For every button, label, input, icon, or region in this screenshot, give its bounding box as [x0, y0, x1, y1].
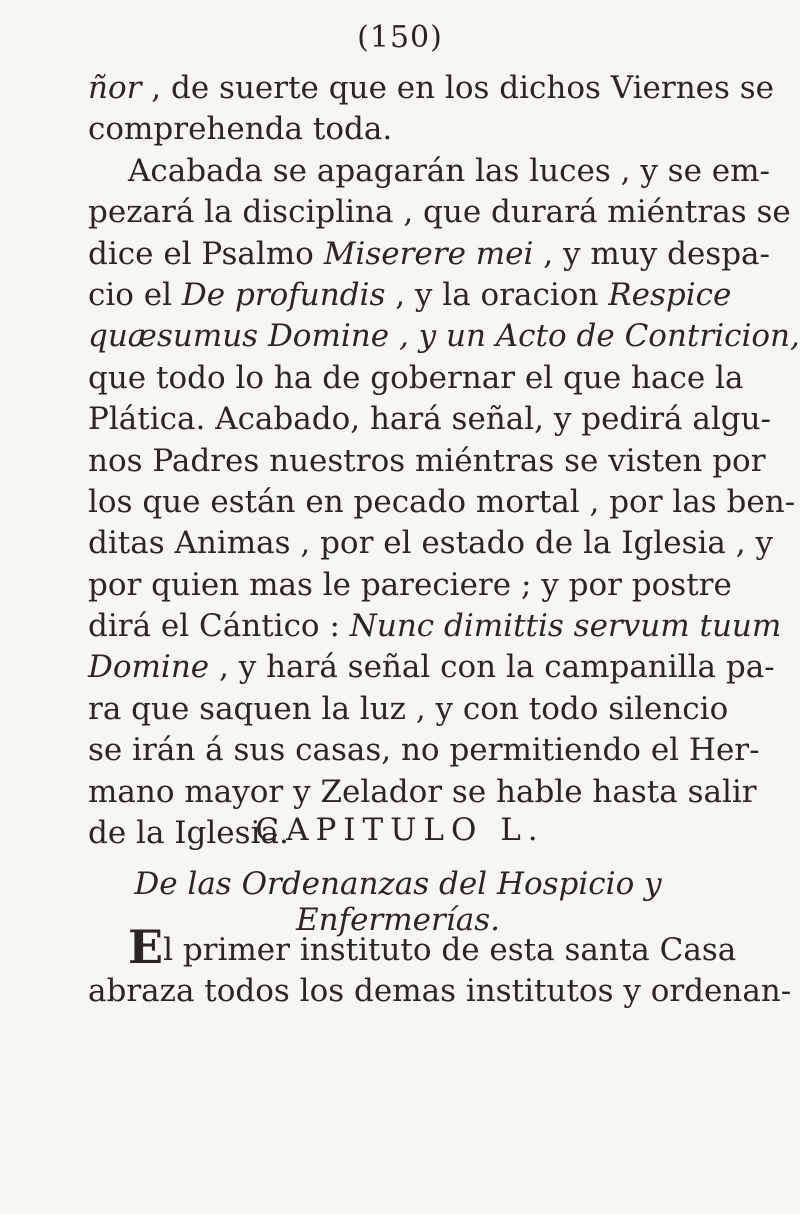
italic-text-run: Nunc dimittis servum tuum: [349, 608, 782, 645]
text-line: [88, 730, 760, 771]
text-line: [88, 920, 737, 974]
text-run: cio el: [88, 276, 182, 313]
text-line: [88, 316, 800, 357]
text-line: [88, 151, 771, 192]
text-run: , y hará señal con la campanilla pa-: [209, 649, 775, 686]
text-line: [88, 689, 729, 730]
text-line: [88, 358, 744, 399]
text-run: , y muy despa-: [533, 235, 770, 272]
text-line: [88, 606, 782, 647]
text-line: [88, 399, 772, 440]
text-run: comprehenda toda.: [88, 111, 393, 148]
text-line: [88, 234, 770, 275]
text-run: por quien mas le pareciere ; y por postre: [88, 566, 732, 603]
text-run: mano mayor y Zelador se hable hasta salir: [88, 773, 757, 810]
text-line: [88, 68, 775, 109]
text-run: se irán á sus casas, no permitiendo el Her-: [88, 732, 760, 769]
text-line: [88, 109, 708, 150]
text-line: [88, 441, 766, 482]
text-run: Plática. Acabado, hará señal, y pedirá algu-: [88, 401, 772, 438]
text-run: ra que saquen la luz , y con todo silencio: [88, 690, 729, 727]
page-number: (150): [357, 20, 443, 55]
italic-text-run: ñor: [88, 70, 142, 106]
text-run: , y la oracion: [385, 276, 609, 313]
italic-text-run: quæsumus Domine , y un Acto de Contricion,: [88, 318, 800, 355]
text-run: l primer instituto de esta santa Casa: [163, 932, 737, 968]
italic-text-run: De profundis: [181, 276, 386, 313]
text-run: los que están en pecado mortal , por las ben-: [88, 483, 796, 520]
text-line: [88, 275, 732, 316]
text-line: [88, 482, 796, 523]
paragraph-instituto: [88, 920, 792, 1013]
text-run: que todo lo ha de gobernar el que hace la: [88, 359, 744, 396]
text-run: pezará la disciplina , que durará miéntras se: [88, 194, 791, 231]
chapter-subtitle: De las Ordenanzas del Hospicio y Enfermerías.: [134, 866, 662, 938]
text-line: [88, 772, 757, 813]
text-run: Acabada se apagarán las luces , y se em-: [128, 152, 771, 189]
text-run: , de suerte que en los dichos Viernes se: [141, 70, 775, 106]
paragraph-disciplina: [88, 151, 800, 855]
text-line: [88, 523, 773, 564]
body-text: [88, 68, 800, 854]
text-line: abraza todos los demas institutos y ordenan-: [88, 973, 792, 1010]
text-run: de la Iglesia.: [88, 815, 289, 852]
text-line: [88, 565, 732, 606]
text-run: dice el Psalmo: [88, 235, 324, 272]
drop-cap: E: [128, 920, 164, 974]
italic-text-run: Respice: [608, 276, 732, 313]
text-run: nos Padres nuestros miéntras se visten por: [88, 442, 766, 479]
text-run: ditas Animas , por el estado de la Iglesia , y: [88, 525, 773, 562]
chapter-heading: CAPITULO L.: [255, 812, 545, 848]
paragraph-continuation: [88, 68, 775, 151]
text-run: dirá el Cántico :: [88, 608, 350, 645]
text-line: [88, 192, 791, 233]
italic-text-run: Domine: [88, 649, 210, 686]
italic-text-run: Miserere mei: [323, 235, 534, 272]
text-line: [88, 647, 775, 688]
